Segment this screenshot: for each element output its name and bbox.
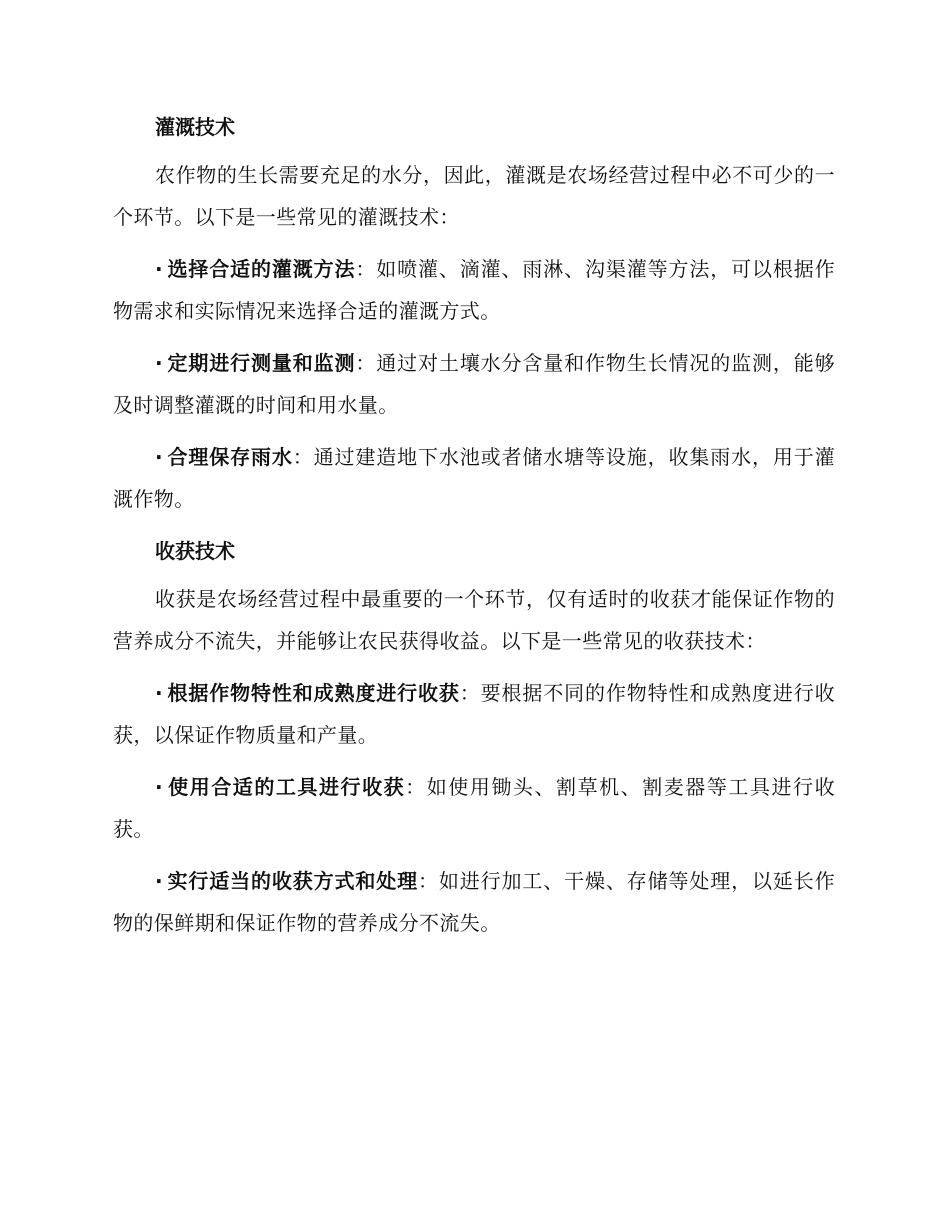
list-item [113, 766, 835, 850]
list-item-text: 通过对土壤水分含量和作物生长情况的监测，能够及时调整灌溉的时间和用水量。 [113, 351, 835, 417]
bullet-icon: · [155, 351, 163, 375]
bullet-icon: · [155, 445, 163, 469]
list-item-colon: ： [355, 351, 377, 375]
list-item-title: 定期进行测量和监测 [167, 351, 356, 375]
list-item-colon: ： [355, 257, 377, 281]
list-item-title: 实行适当的收获方式和处理 [167, 869, 418, 893]
list-item-title: 使用合适的工具进行收获 [167, 775, 406, 799]
bullet-icon: · [155, 869, 163, 893]
list-item-title: 根据作物特性和成熟度进行收获 [167, 681, 460, 705]
list-item-text: 通过建造地下水池或者储水塘等设施，收集雨水，用于灌溉作物。 [113, 445, 835, 511]
list-item-text: 如喷灌、滴灌、雨淋、沟渠灌等方法，可以根据作物需求和实际情况来选择合适的灌溉方式。 [113, 257, 835, 323]
section-heading-irrigation: 灌溉技术 [155, 115, 235, 139]
list-item-colon: ： [417, 869, 439, 893]
bullet-icon: · [155, 681, 163, 705]
section-heading-harvest: 收获技术 [155, 539, 235, 563]
list-item-title: 合理保存雨水 [167, 445, 293, 469]
section-intro-harvest: 收获是农场经营过程中最重要的一个环节，仅有适时的收获才能保证作物的营养成分不流失，并能够让农民获得收益。以下是一些常见的收获技术： [113, 587, 835, 653]
list-item-title: 选择合适的灌溉方法 [167, 257, 356, 281]
bullet-icon: · [155, 775, 163, 799]
section-intro-irrigation: 农作物的生长需要充足的水分，因此，灌溉是农场经营过程中必不可少的一个环节。以下是一些常见的灌溉技术： [113, 163, 835, 229]
list-item-text: 要根据不同的作物特性和成熟度进行收获，以保证作物质量和产量。 [113, 681, 835, 747]
list-item [113, 436, 835, 520]
list-item-text: 如进行加工、干燥、存储等处理，以延长作物的保鲜期和保证作物的营养成分不流失。 [113, 869, 835, 935]
document-page [113, 106, 835, 954]
list-item [113, 860, 835, 944]
list-item [113, 672, 835, 756]
list-item-colon: ： [405, 775, 427, 799]
bullet-icon: · [155, 257, 163, 281]
list-item-text: 如使用锄头、割草机、割麦器等工具进行收获。 [113, 775, 835, 841]
list-item-colon: ： [292, 445, 314, 469]
list-item-colon: ： [459, 681, 481, 705]
list-item [113, 248, 835, 332]
list-item [113, 342, 835, 426]
